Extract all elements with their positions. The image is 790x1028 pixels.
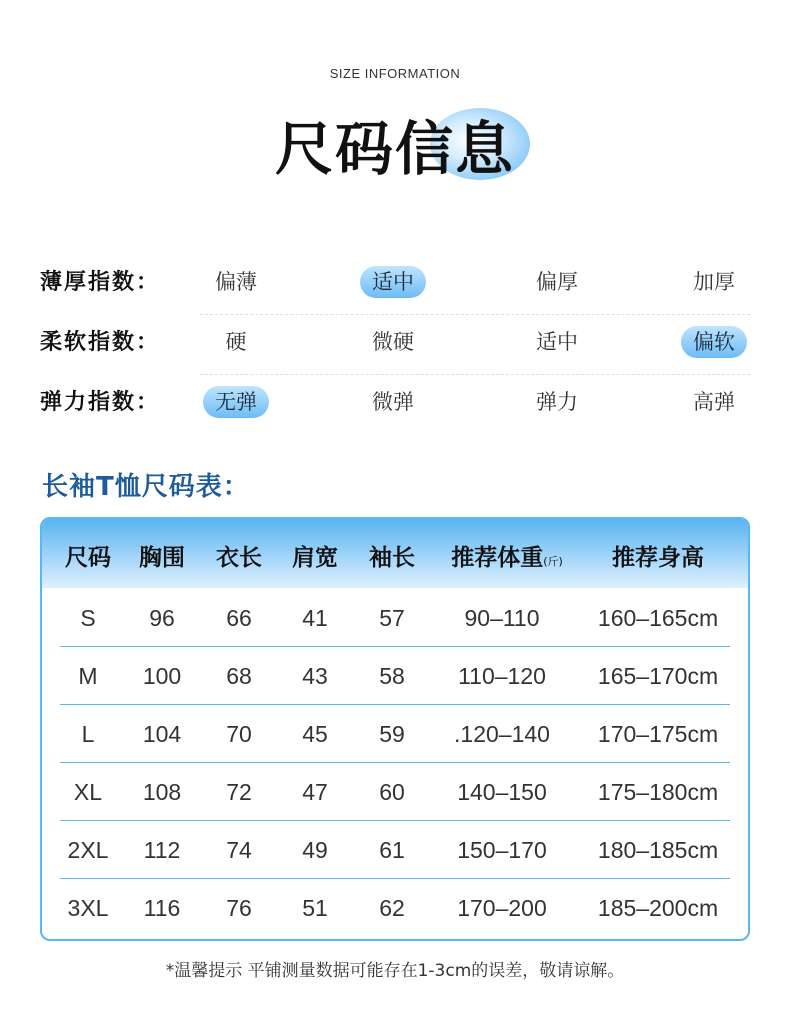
- property-option: 加厚: [693, 270, 735, 294]
- property-row-thickness: [40, 255, 750, 315]
- property-option: 高弹: [693, 390, 735, 414]
- column-header: 衣长: [216, 545, 262, 571]
- size-table-title: 长袖T恤尺码表：: [42, 472, 250, 502]
- table-cell: 110–120: [458, 663, 546, 689]
- table-cell: 170–175cm: [597, 721, 719, 747]
- table-cell: 180–185cm: [597, 837, 719, 863]
- property-option: 硬: [225, 330, 247, 354]
- table-cell: 76: [226, 895, 252, 921]
- table-cell: S: [80, 605, 96, 631]
- table-cell: 59: [379, 721, 405, 747]
- property-option: 适中: [536, 330, 578, 354]
- table-cell: 175–180cm: [597, 779, 719, 805]
- weight-unit: (斤): [543, 555, 563, 568]
- table-row: [42, 705, 748, 763]
- property-label: 薄厚指数：: [40, 270, 161, 295]
- table-cell: 68: [226, 663, 252, 689]
- property-option: 微弹: [372, 390, 414, 414]
- table-cell: 49: [302, 837, 328, 863]
- property-option-selected: 无弹: [203, 386, 269, 418]
- fabric-properties: [40, 255, 750, 435]
- table-cell: M: [78, 663, 98, 689]
- table-cell: 66: [226, 605, 252, 631]
- table-cell: 140–150: [457, 779, 547, 805]
- property-option: 偏厚: [536, 270, 578, 294]
- table-cell: 74: [226, 837, 252, 863]
- table-cell: 112: [143, 837, 181, 863]
- table-cell: 60: [379, 779, 405, 805]
- table-row: [42, 763, 748, 821]
- table-cell: XL: [73, 779, 103, 805]
- table-row: [42, 879, 748, 937]
- property-option-selected: 偏软: [681, 326, 747, 358]
- table-cell: 170–200: [457, 895, 547, 921]
- table-row: [42, 821, 748, 879]
- column-header-label: 推荐体重: [451, 545, 544, 571]
- table-cell: 100: [142, 663, 182, 689]
- table-row: [42, 589, 748, 647]
- column-header: 尺码: [65, 545, 111, 571]
- column-header: 推荐身高: [612, 545, 704, 571]
- table-cell: 104: [142, 721, 182, 747]
- table-cell: 47: [302, 779, 328, 805]
- size-table-header: [42, 519, 748, 588]
- table-cell: 45: [302, 721, 328, 747]
- table-cell: 185–200cm: [597, 895, 719, 921]
- property-option: 弹力: [536, 390, 578, 414]
- column-header: 肩宽: [292, 545, 338, 571]
- property-row-elasticity: [40, 375, 750, 435]
- property-option: 偏薄: [215, 270, 257, 294]
- column-header-weight: [451, 539, 563, 572]
- table-cell: 72: [226, 779, 252, 805]
- table-cell: 43: [302, 663, 328, 689]
- column-header: 袖长: [369, 545, 415, 571]
- table-cell: 90–110: [464, 605, 540, 631]
- table-cell: 61: [379, 837, 405, 863]
- property-row-softness: [40, 315, 750, 375]
- table-cell: 51: [302, 895, 328, 921]
- table-cell: 165–170cm: [597, 663, 719, 689]
- size-table: [40, 517, 750, 941]
- property-label: 弹力指数：: [40, 390, 161, 415]
- table-cell: 108: [142, 779, 182, 805]
- table-cell: L: [81, 721, 95, 747]
- page-title: 尺码信息: [274, 115, 515, 183]
- table-cell: 160–165cm: [597, 605, 719, 631]
- table-cell: 58: [379, 663, 405, 689]
- page-subtitle: SIZE INFORMATION: [329, 66, 461, 81]
- table-cell: 62: [379, 895, 405, 921]
- table-row: [42, 647, 748, 705]
- footnote: *温馨提示 平铺测量数据可能存在1-3cm的误差，敬请谅解。: [165, 961, 625, 981]
- table-cell: 57: [379, 605, 405, 631]
- property-option-selected: 适中: [360, 266, 426, 298]
- table-cell: 70: [226, 721, 252, 747]
- property-option: 微硬: [372, 330, 414, 354]
- property-label: 柔软指数：: [40, 330, 161, 355]
- column-header: 胸围: [139, 545, 185, 571]
- table-cell: 3XL: [67, 895, 109, 921]
- table-cell: 2XL: [67, 837, 109, 863]
- table-cell: 96: [149, 605, 175, 631]
- table-cell: 150–170: [457, 837, 547, 863]
- table-cell: .120–140: [454, 721, 550, 747]
- table-cell: 41: [302, 605, 328, 631]
- table-cell: 116: [143, 895, 181, 921]
